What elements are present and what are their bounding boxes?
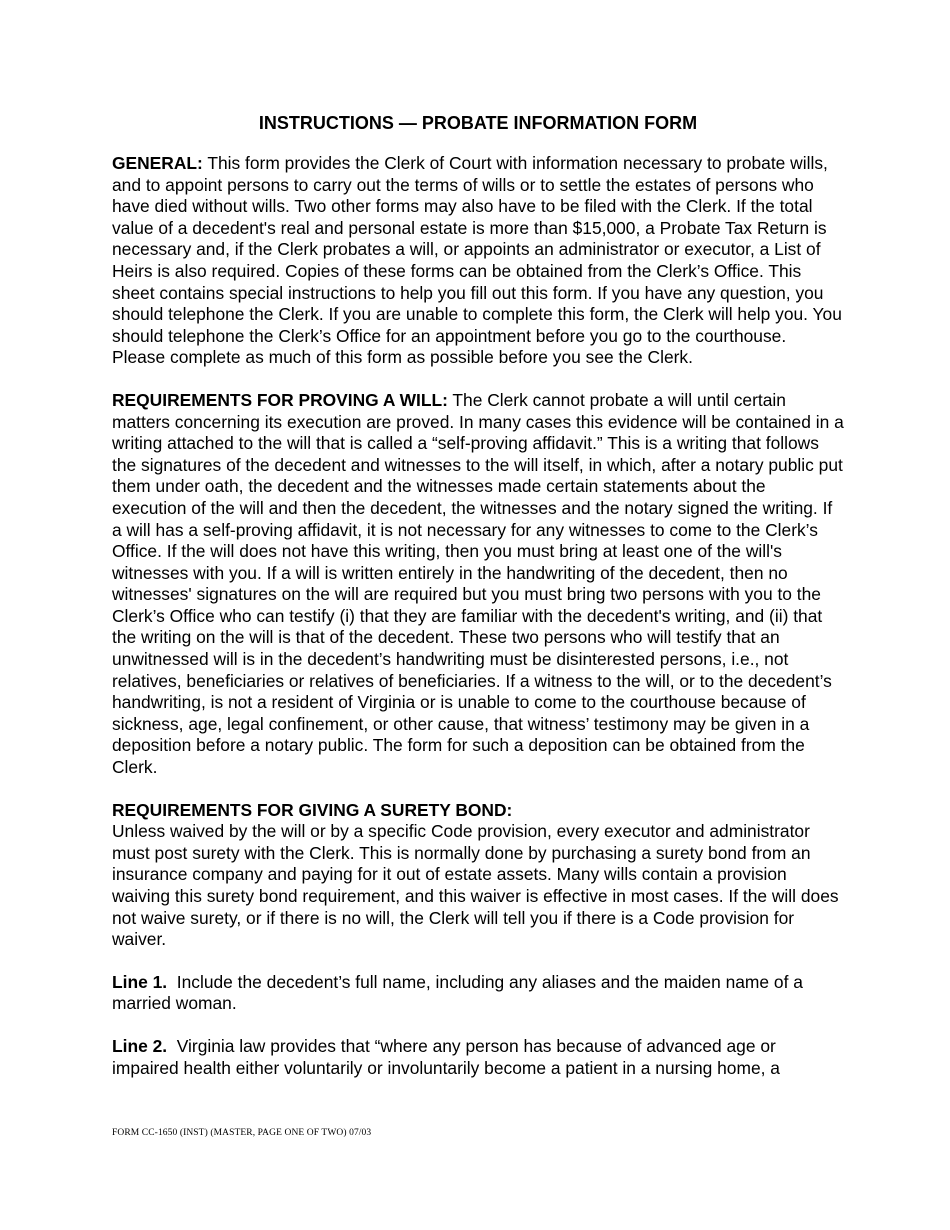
section-line-2	[112, 1036, 844, 1079]
document-page	[112, 111, 844, 1100]
section-line-1-heading: Line 1.	[112, 971, 168, 992]
section-line-1	[112, 972, 844, 1015]
section-line-2-heading: Line 2.	[112, 1035, 168, 1056]
form-footer: FORM CC-1650 (INST) (MASTER, PAGE ONE OF TWO) 07/03	[112, 1128, 372, 1138]
section-proving-will	[112, 390, 844, 779]
section-general-heading: GENERAL:	[112, 153, 203, 173]
section-surety-bond-heading: REQUIREMENTS FOR GIVING A SURETY BOND:	[112, 799, 513, 820]
section-proving-will-heading: REQUIREMENTS FOR PROVING A WILL:	[112, 389, 448, 410]
page-title: INSTRUCTIONS — PROBATE INFORMATION FORM	[258, 113, 698, 133]
section-line-2-text: Virginia law provides that “where any person has because of advanced age or impaired health either voluntarily or involuntarily become a patient in a nursing home, a	[112, 1035, 781, 1078]
section-surety-bond-text: Unless waived by the will or by a specific Code provision, every executor and administrator must post surety with the Clerk. This is normally done by purchasing a surety bond from an insurance company and paying for it out of estate assets. Many wills contain a provision waiving this surety bond requirement, and this waiver is effective in most cases. If the will does not waive surety, or if there is no will, the Clerk will tell you if there is a Code provision for waiver.	[112, 821, 839, 950]
section-general-text: This form provides the Clerk of Court with information necessary to probate wills, and to appoint persons to carry out the terms of wills or to settle the estates of persons who have died without wills. Two other forms may also have to be filed with the Clerk. If the total value of a decedent's real and personal estate is more than $15,000, a Probate Tax Return is necessary and, if the Clerk probates a will, or appoints an administrator or executor, a List of Heirs is also required. Copies of these forms can be obtained from the Clerk’s Office. This sheet contains special instructions to help you fill out this form. If you have any question, you should telephone the Clerk. If you are unable to complete this form, the Clerk will help you. You should telephone the Clerk’s Office for an appointment before you go to the courthouse. Please complete as much of this form as possible before you see the Clerk.	[112, 153, 842, 368]
section-general	[112, 153, 844, 369]
section-line-1-text: Include the decedent’s full name, including any aliases and the maiden name of a married woman.	[112, 971, 808, 1014]
section-proving-will-text: The Clerk cannot probate a will until certain matters concerning its execution are proved. In many cases this evidence will be contained in a writing attached to the will that is called a “self-proving affidavit.” This is a writing that follows the signatures of the decedent and witnesses to the will itself, in which, after a notary public put them under oath, the decedent and the witnesses made certain statements about the execution of the will and then the decedent, the witnesses and the notary signed the writing. If a will has a self-proving affidavit, it is not necessary for any witnesses to come to the Clerk’s Office. If the will does not have this writing, then you must bring at least one of the will's witnesses with you. If a will is written entirely in the handwriting of the decedent, then no witnesses' signatures on the will are required but you must bring two persons with you to the Clerk’s Office who can testify (i) that they are familiar with the decedent's writing, and (ii) that the writing on the will is that of the decedent. These two persons who will testify that an unwitnessed will is in the decedent’s handwriting must be disinterested persons, i.e., not relatives, beneficiaries or relatives of beneficiaries. If a witness to the will, or to the decedent’s handwriting, is not a resident of Virginia or is unable to come to the courthouse because of sickness, age, legal confinement, or other cause, that witness’ testimony may be given in a deposition before a notary public. The form for such a deposition can be obtained from the Clerk.	[112, 389, 844, 778]
section-surety-bond	[112, 800, 844, 951]
